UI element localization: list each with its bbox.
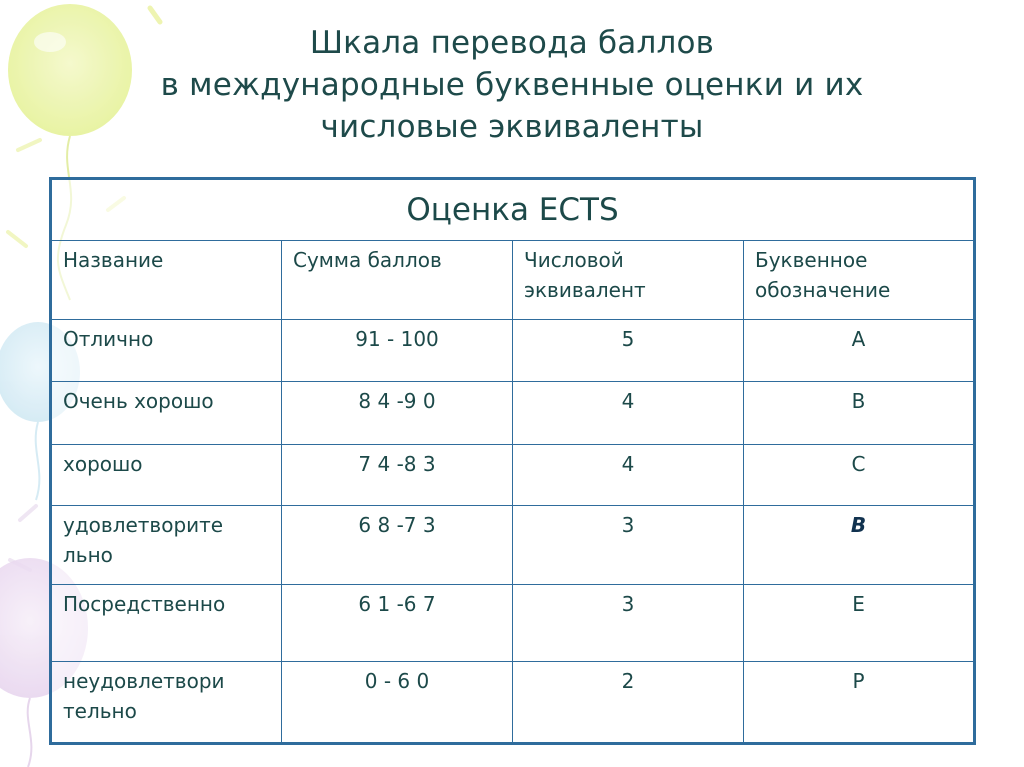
title-line-2: в международные буквенные оценки и их [160,67,864,103]
row-numeric: 3 [513,506,744,585]
row-name: удовлетворите льно [51,506,282,585]
row-letter: P [744,662,975,744]
table-row [51,585,975,662]
row-sum: 7 4 -8 3 [282,445,513,506]
row-numeric: 4 [513,382,744,445]
slide-title [0,22,1024,148]
header-name: Название [51,241,282,320]
table-header-row [51,241,975,320]
row-name: Посредственно [51,585,282,662]
row-sum: 8 4 -9 0 [282,382,513,445]
row-sum: 0 - 6 0 [282,662,513,744]
table-caption-row [51,179,975,241]
header-numeric: Числовой эквивалент [513,241,744,320]
row-name: неудовлетвори тельно [51,662,282,744]
row-letter: A [744,320,975,382]
row-numeric: 5 [513,320,744,382]
header-sum: Сумма баллов [282,241,513,320]
table-row [51,445,975,506]
row-letter: C [744,445,975,506]
row-numeric: 4 [513,445,744,506]
row-name: хорошо [51,445,282,506]
row-letter: B [744,506,975,585]
row-sum: 91 - 100 [282,320,513,382]
header-letter: Буквенное обозначение [744,241,975,320]
title-line-1: Шкала перевода баллов [309,25,715,61]
table-row [51,662,975,744]
table-row [51,382,975,445]
row-numeric: 3 [513,585,744,662]
table-row [51,506,975,585]
row-name: Отлично [51,320,282,382]
title-line-3: числовые эквиваленты [320,109,704,145]
row-sum: 6 8 -7 3 [282,506,513,585]
table-caption: Оценка ECTS [51,179,975,241]
row-name: Очень хорошо [51,382,282,445]
row-letter: B [744,382,975,445]
row-letter: E [744,585,975,662]
table-row [51,320,975,382]
row-sum: 6 1 -6 7 [282,585,513,662]
row-numeric: 2 [513,662,744,744]
ects-grade-table [49,177,976,745]
